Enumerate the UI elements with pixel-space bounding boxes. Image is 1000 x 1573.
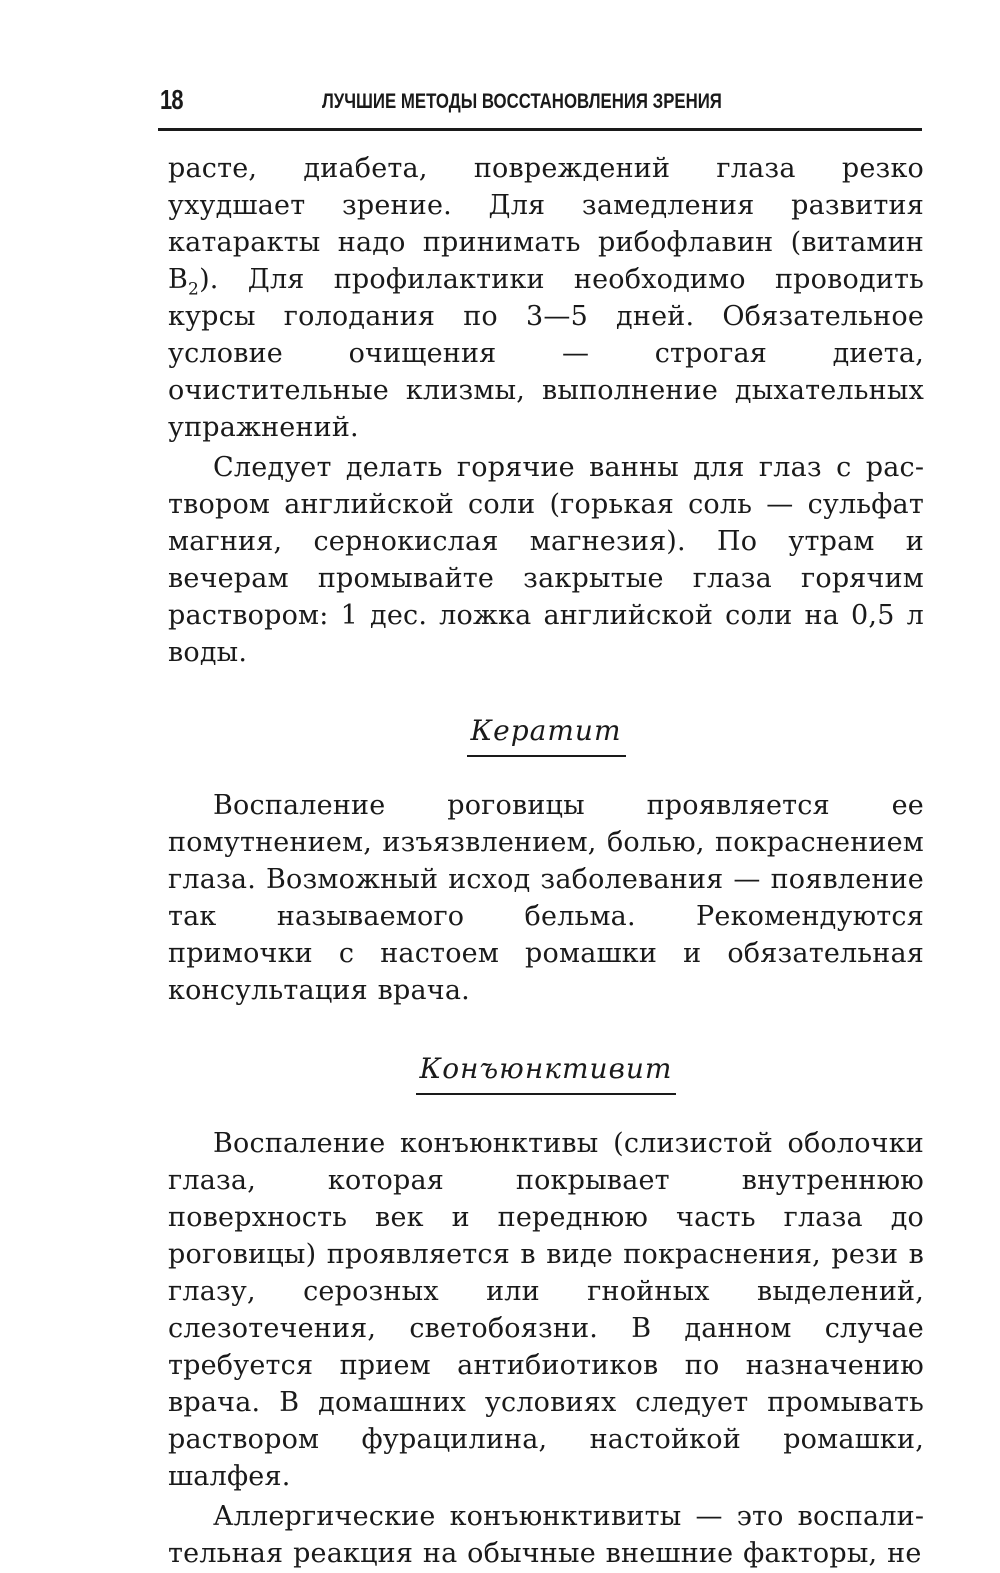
paragraph-text: расте, диабета, повреждений глаза резко ухудшает зрение. Для замедления развития катаракты надо принимать рибофлавин (витамин B <box>168 153 924 295</box>
paragraph-allergic-conjunctivitis: Аллергические конъюнктивиты — это воспалительная реакция на обычные внешние факторы, не <box>168 1501 924 1569</box>
section-heading-keratitis-block <box>168 713 924 757</box>
section-heading-keratitis: Кератит <box>467 713 626 757</box>
paragraph-keratitis: Воспаление роговицы проявляется ее помутнением, изъязвлением, болью, покраснением глаза. Возможный исход заболевания — появление так называемого бельма. Рекомендуются примочки с настоем ромашки и обязательная консультация врача. <box>168 790 924 1006</box>
page-body <box>168 150 924 1572</box>
section-heading-conjunctivitis-block <box>168 1051 924 1095</box>
paragraph-conjunctivitis: Воспаление конъюнктивы (слизистой оболочки глаза, которая покрывает внутреннюю поверхность век и переднюю часть глаза до роговицы) проявляется в виде покраснения, рези в глазу, серозных или гнойных выделений, слезотечения, светобоязни. В данном случае требуется прием антибиотиков по назначению врача. В домашних условиях следует промывать раствором фурацилина, настойкой ромашки, шалфея. <box>168 1128 924 1492</box>
subscript: 2 <box>188 279 200 300</box>
paragraph-text: ). Для профилактики необходимо проводить курсы голодания по 3—5 дней. Обязательное условие очищения — строгая диета, очистительные клизмы, выполнение дыхательных упражнений. <box>168 264 924 443</box>
section-heading-conjunctivitis: Конъюнктивит <box>416 1051 677 1095</box>
page-number: 18 <box>160 84 183 115</box>
paragraph-epsom-salt: Следует делать горячие ванны для глаз с раствором английской соли (горькая соль — сульфат магния, сернокислая магнезия). По утрам и вечерам промывайте закрытые глаза горячим раствором: 1 дес. ложка английской соли на 0,5 л воды. <box>168 452 924 668</box>
paragraph-continued <box>168 150 924 446</box>
running-title: ЛУЧШИЕ МЕТОДЫ ВОССТАНОВЛЕНИЯ ЗРЕНИЯ <box>322 90 722 113</box>
header-rule <box>158 128 922 131</box>
page-header <box>160 78 922 122</box>
